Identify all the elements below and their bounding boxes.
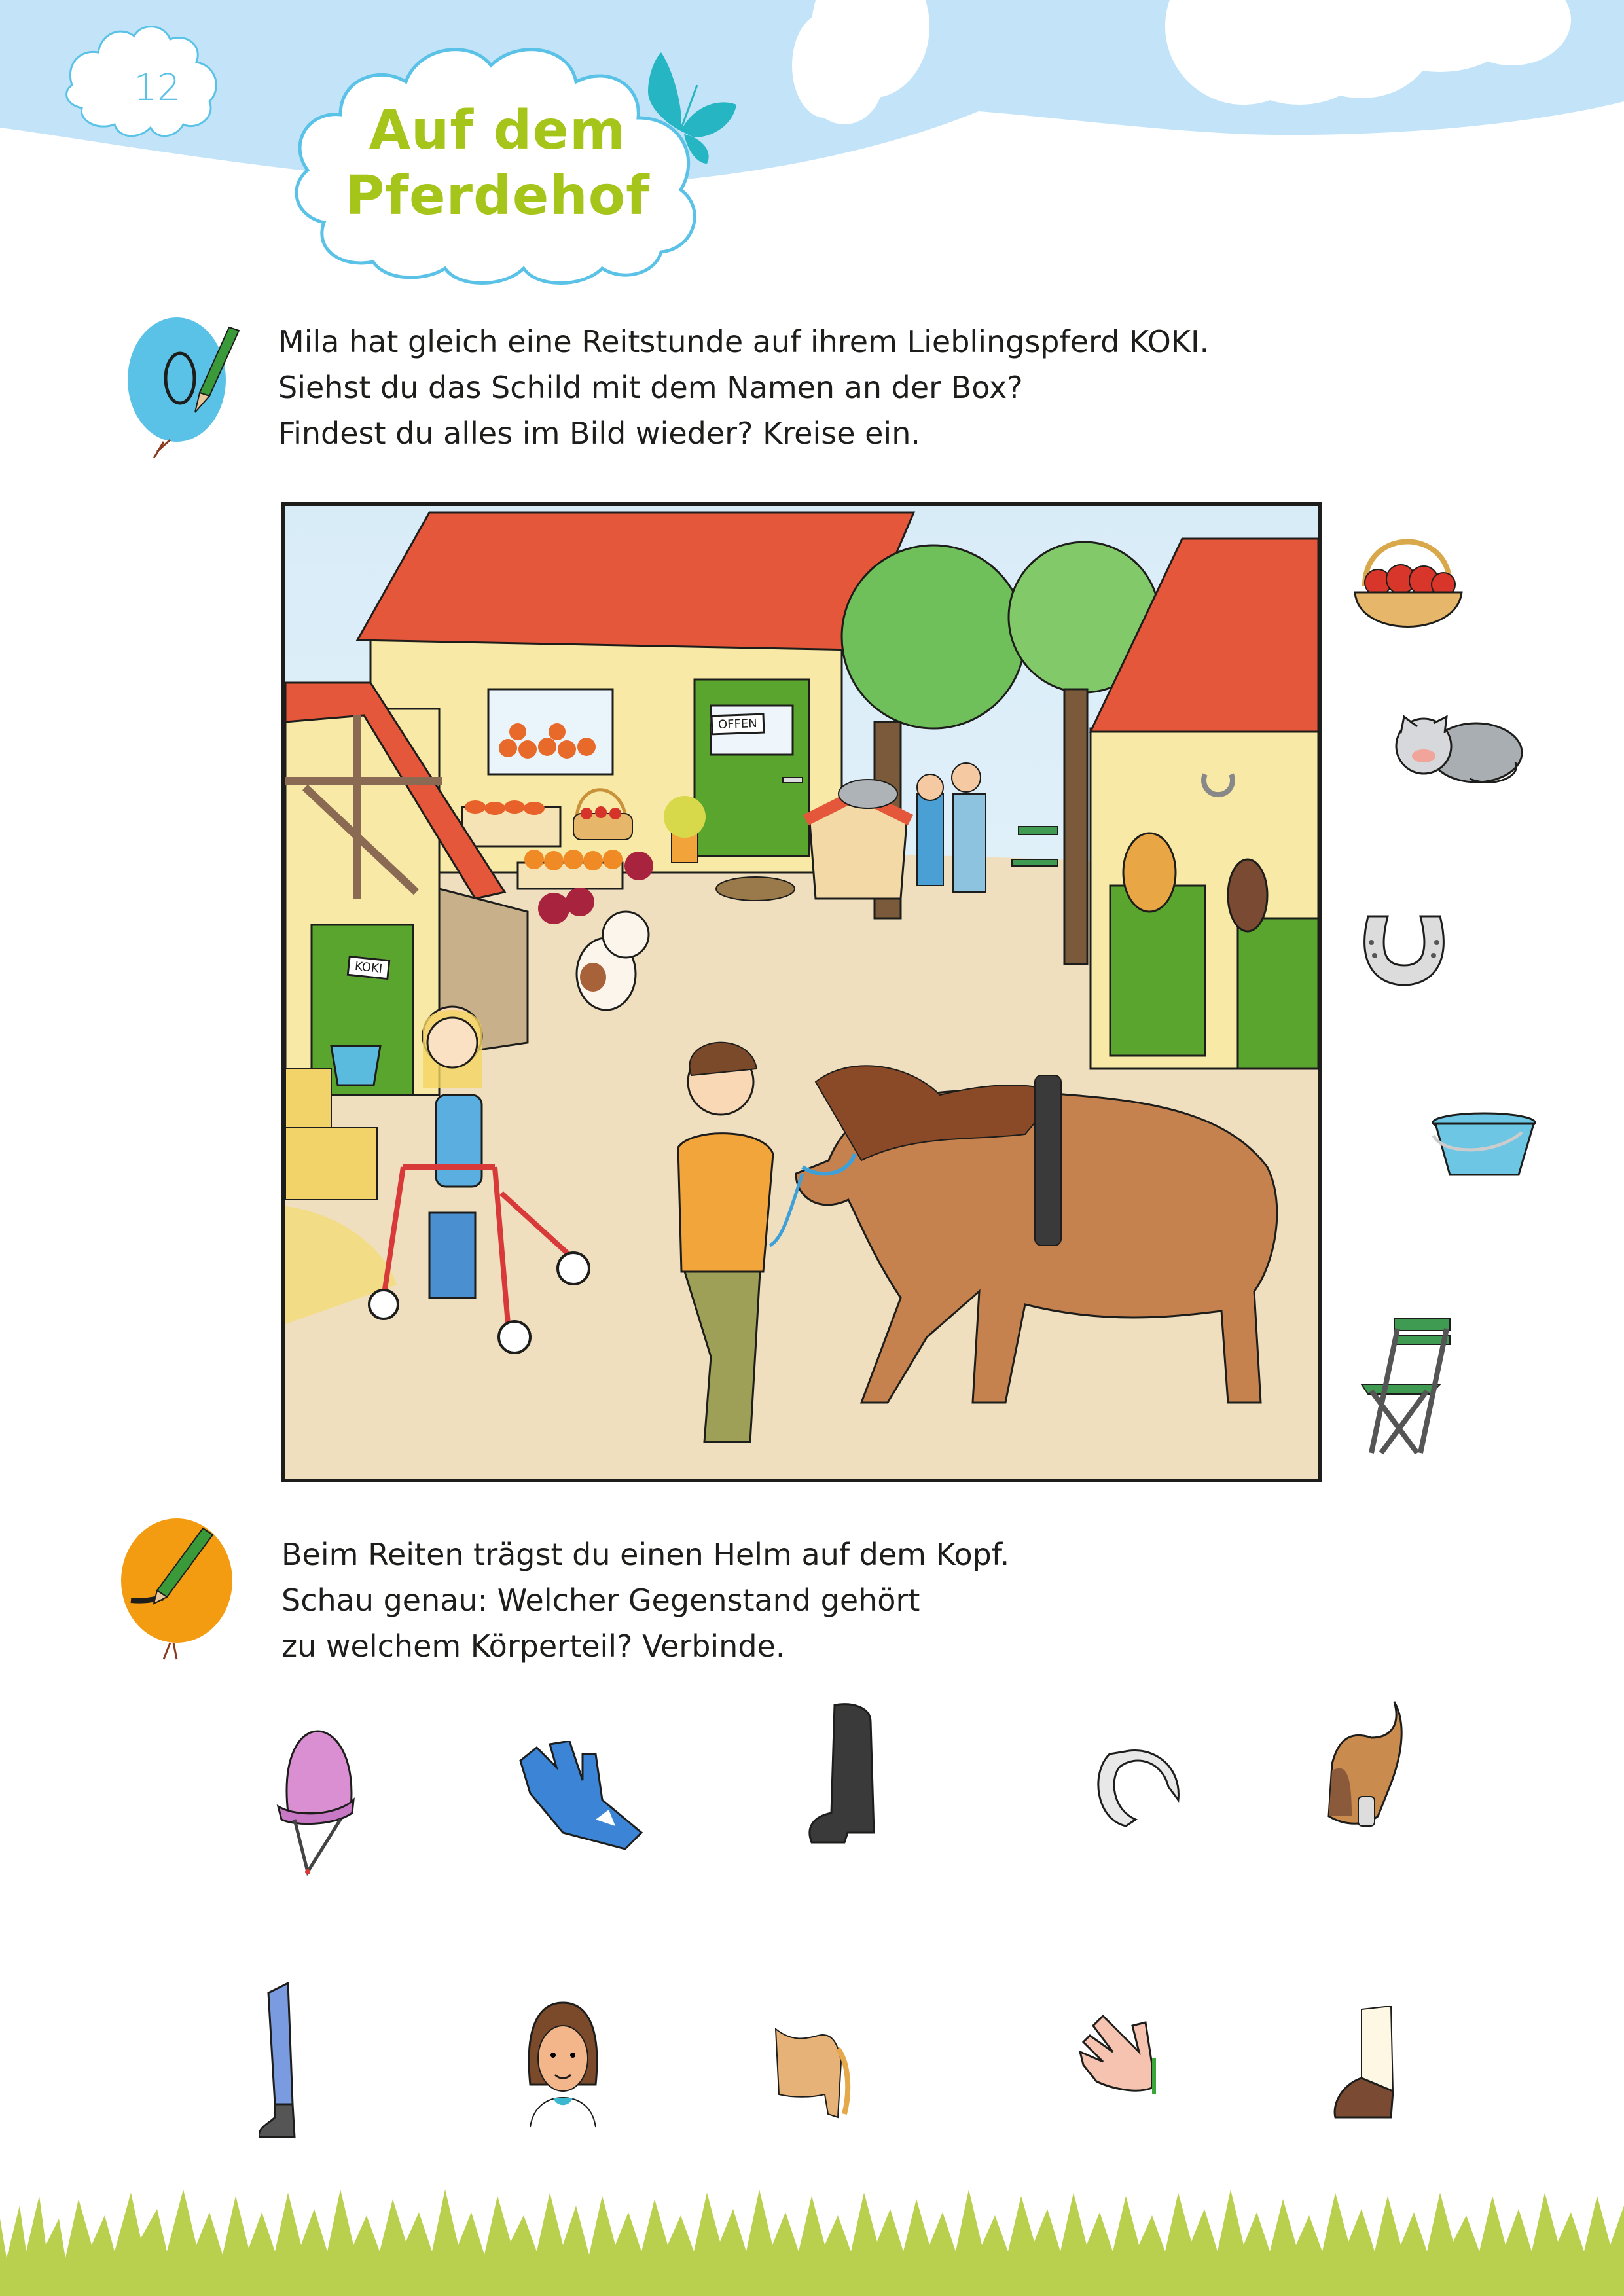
bodypart-leg[interactable] [259, 1980, 311, 2144]
find-item-horseshoe[interactable] [1355, 903, 1453, 995]
leg-icon [259, 1980, 311, 2144]
farm-scene-illustration[interactable] [281, 502, 1322, 1482]
task2-line-3: zu welchem Körperteil? Verbinde. [281, 1628, 785, 1664]
task2-icon [118, 1505, 262, 1665]
task1-line-1: Mila hat gleich eine Reitstunde auf ihrem Lieblingspferd KOKI. [278, 324, 1210, 359]
task2-line-1: Beim Reiten trägst du einen Helm auf dem Kopf. [281, 1537, 1010, 1572]
strawberry-basket-icon [1345, 507, 1470, 645]
circle-pencil-icon [118, 301, 262, 458]
object-saddle[interactable] [1326, 1698, 1411, 1836]
horseshoe-small-icon [1090, 1748, 1201, 1833]
box-sign-koki[interactable]: KOKI [347, 956, 391, 980]
task2-instructions [281, 1532, 1009, 1669]
find-item-strawberry-basket[interactable] [1345, 507, 1470, 645]
sky-header-background [0, 0, 1624, 301]
task1-line-2: Siehst du das Schild mit dem Namen an der Box? [278, 370, 1023, 405]
hand-icon [1077, 2013, 1195, 2098]
door-sign-offen[interactable]: OFFEN [710, 713, 765, 736]
title-line-1: Auf dem [369, 99, 626, 162]
sleeping-cat-icon [1384, 710, 1528, 795]
task2-line-2: Schau genau: Welcher Gegenstand gehört [281, 1583, 920, 1618]
riding-glove-icon [517, 1741, 648, 1852]
object-riding-glove[interactable] [517, 1741, 648, 1852]
find-item-sleeping-cat[interactable] [1384, 710, 1528, 795]
task1-instructions [278, 319, 1209, 456]
horseshoe-icon [1355, 903, 1453, 995]
hoof-icon [1329, 2006, 1401, 2124]
horse-back-icon [772, 2022, 857, 2121]
grass-footer [0, 2179, 1624, 2296]
head-icon [524, 2000, 602, 2130]
bodypart-hoof[interactable] [1329, 2006, 1401, 2124]
find-item-blue-bucket[interactable] [1430, 1109, 1538, 1181]
farm-scene-svg [285, 506, 1318, 1479]
green-chair-icon [1358, 1316, 1453, 1456]
object-riding-boot[interactable] [808, 1702, 893, 1846]
blue-bucket-icon [1430, 1109, 1538, 1181]
object-horseshoe[interactable] [1090, 1748, 1201, 1833]
riding-boot-icon [808, 1702, 893, 1846]
page-number: 12 [134, 67, 181, 109]
task1-icon [118, 301, 262, 461]
object-riding-helmet[interactable] [275, 1728, 360, 1878]
bodypart-horse-back[interactable] [772, 2022, 857, 2121]
bodypart-head[interactable] [524, 2000, 602, 2130]
riding-helmet-icon [275, 1728, 360, 1878]
saddle-icon [1326, 1698, 1411, 1836]
title-line-2: Pferdehof [345, 165, 650, 227]
bodypart-hand[interactable] [1077, 2013, 1195, 2098]
task1-line-3: Findest du alles im Bild wieder? Kreise ein. [278, 416, 920, 451]
line-pencil-icon [118, 1505, 262, 1662]
page-title [321, 98, 674, 229]
find-item-green-chair[interactable] [1358, 1316, 1453, 1456]
